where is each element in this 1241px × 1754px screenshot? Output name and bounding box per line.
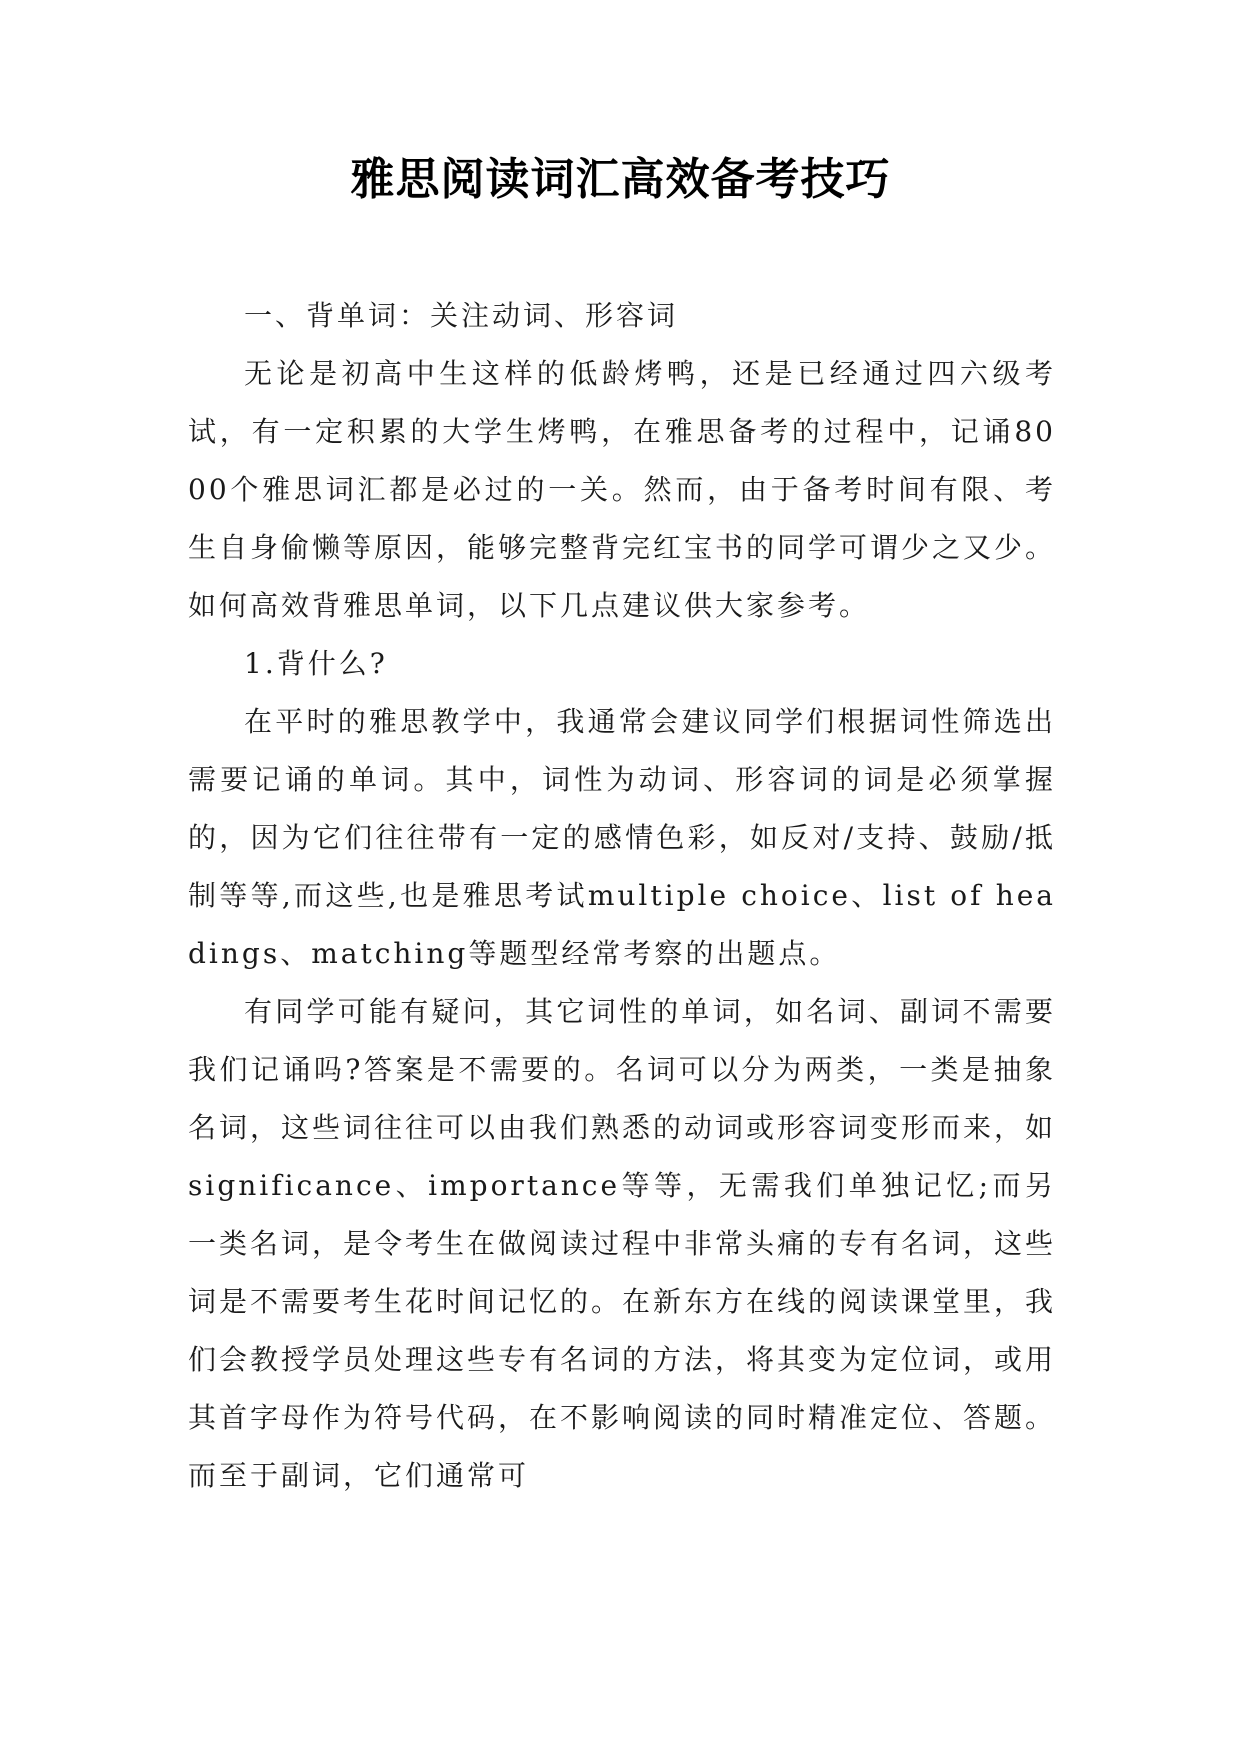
section-heading-vocabulary: 一、背单词：关注动词、形容词 xyxy=(244,299,679,332)
paragraph-word-class-advice: 在平时的雅思教学中，我通常会建议同学们根据词性筛选出需要记诵的单词。其中，词性为动词、形容词的词是必须掌握的，因为它们往往带有一定的感情色彩，如反对/支持、鼓励/抵制等等,而这些,也是雅思考试multiple choice、list of headings、matching等题型经常考察的出题点。 xyxy=(188,705,1056,970)
document-title: 雅思阅读词汇高效备考技巧 xyxy=(350,154,891,205)
subheading-what-to-memorize: 1.背什么? xyxy=(244,647,388,680)
document-body xyxy=(188,287,1056,1505)
paragraph-nouns-adverbs: 有同学可能有疑问，其它词性的单词，如名词、副词不需要我们记诵吗?答案是不需要的。名词可以分为两类，一类是抽象名词，这些词往往可以由我们熟悉的动词或形容词变形而来，如significance、importance等等，无需我们单独记忆;而另一类名词，是令考生在做阅读过程中非常头痛的专有名词，这些词是不需要考生花时间记忆的。在新东方在线的阅读课堂里，我们会教授学员处理这些专有名词的方法，将其变为定位词，或用其首字母作为符号代码，在不影响阅读的同时精准定位、答题。而至于副词，它们通常可 xyxy=(188,995,1057,1492)
paragraph-intro: 无论是初高中生这样的低龄烤鸭，还是已经通过四六级考试，有一定积累的大学生烤鸭，在雅思备考的过程中，记诵8000个雅思词汇都是必过的一关。然而，由于备考时间有限、考生自身偷懒等原因，能够完整背完红宝书的同学可谓少之又少。如何高效背雅思单词，以下几点建议供大家参考。 xyxy=(188,357,1057,622)
